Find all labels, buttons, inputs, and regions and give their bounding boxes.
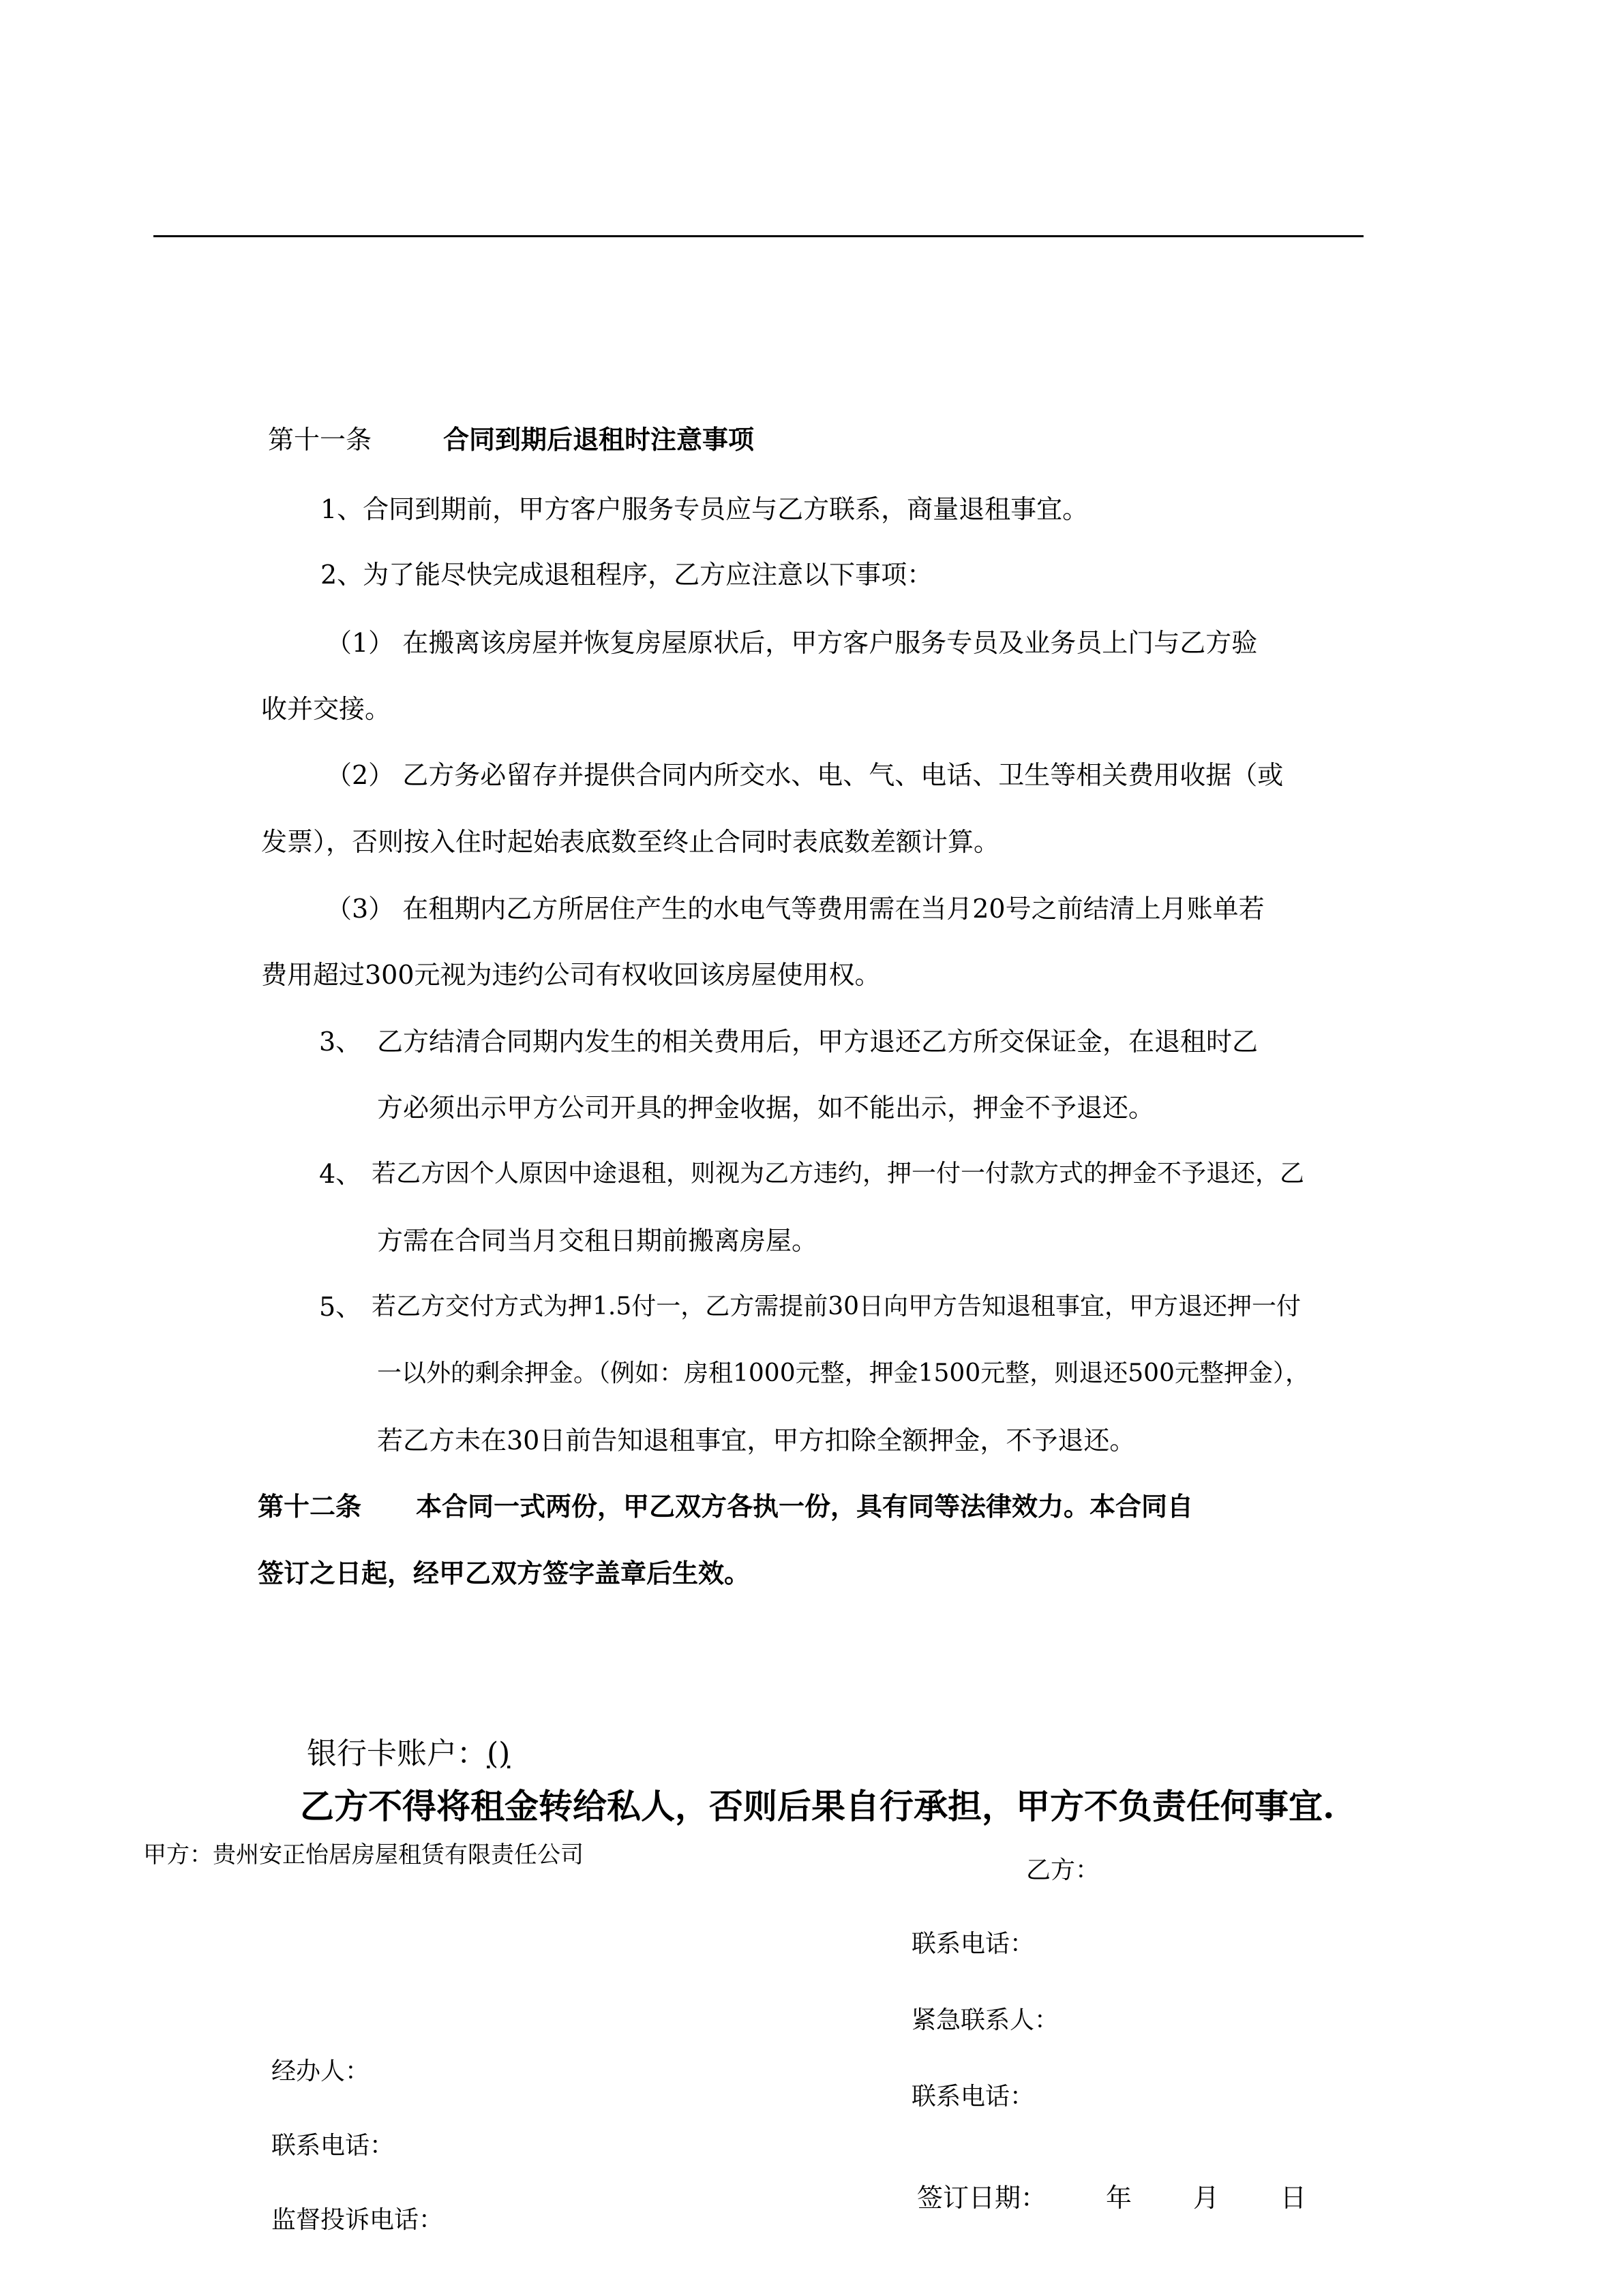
item-5-line-3: 若乙方未在30日前告知退租事宜，甲方扣除全额押金，不予退还。 xyxy=(377,1425,1136,1455)
article12-line-2: 签订之日起，经甲乙双方签字盖章后生效。 xyxy=(258,1558,751,1588)
party-a-handler: 经办人： xyxy=(271,2057,370,2085)
party-b-phone: 联系电话： xyxy=(912,1930,1035,1958)
sub-item-2-line-1: （2） 乙方务必留存并提供合同内所交水、电、气、电话、卫生等相关费用收据（或 xyxy=(326,760,1284,790)
item-5-number: 5、 xyxy=(319,1292,362,1322)
sub-item-1-line-2: 收并交接。 xyxy=(261,694,391,724)
sign-date-day: 日 xyxy=(1280,2183,1307,2213)
payment-warning: 乙方不得将租金转给私人，否则后果自行承担，甲方不负责任何事宜. xyxy=(300,1786,1335,1826)
article12-number: 第十二条 xyxy=(258,1491,362,1522)
article11-title: 合同到期后退租时注意事项 xyxy=(443,424,755,455)
item-4-line-2: 方需在合同当月交租日期前搬离房屋。 xyxy=(377,1226,818,1256)
sub-item-3-line-1: （3） 在租期内乙方所居住产生的水电气等费用需在当月20号之前结清上月账单若 xyxy=(326,894,1265,924)
sign-date-label: 签订日期： xyxy=(917,2183,1047,2213)
party-b-emergency-contact: 紧急联系人： xyxy=(912,2006,1059,2034)
item-5-line-2: 一以外的剩余押金。（例如：房租1000元整，押金1500元整，则退还500元整押金）， xyxy=(377,1359,1310,1387)
item-4-line-1: 若乙方因个人原因中途退租，则视为乙方违约，押一付一付款方式的押金不予退还，乙 xyxy=(372,1160,1305,1188)
bank-account xyxy=(307,1735,510,1773)
sign-date-year: 年 xyxy=(1106,2183,1132,2213)
sub-item-3-line-2: 费用超过300元视为违约公司有权收回该房屋使用权。 xyxy=(261,960,881,990)
party-a-phone: 联系电话： xyxy=(271,2132,395,2160)
article11-paragraph-2: 2、为了能尽快完成退租程序，乙方应注意以下事项： xyxy=(320,560,933,590)
article12-line-1: 本合同一式两份，甲乙双方各执一份，具有同等法律效力。本合同自 xyxy=(416,1491,1194,1522)
article11-paragraph-1: 1、合同到期前，甲方客户服务专员应与乙方联系，商量退租事宜。 xyxy=(320,494,1089,524)
item-4-number: 4、 xyxy=(319,1159,362,1189)
sign-date-month: 月 xyxy=(1193,2183,1220,2213)
item-3-line-2: 方必须出示甲方公司开具的押金收据，如不能出示，押金不予退还。 xyxy=(377,1093,1155,1123)
item-3-number: 3、 xyxy=(319,1027,362,1057)
party-a-complaint-phone: 监督投诉电话： xyxy=(271,2206,444,2234)
bank-account-value: () xyxy=(487,1736,511,1771)
item-5-line-1: 若乙方交付方式为押1.5付一，乙方需提前30日向甲方告知退租事宜，甲方退还押一付 xyxy=(372,1293,1302,1320)
article11-number: 第十一条 xyxy=(268,425,372,455)
header-rule xyxy=(153,235,1364,237)
sub-item-2-line-2: 发票），否则按入住时起始表底数至终止合同时表底数差额计算。 xyxy=(261,827,1000,857)
party-b-label: 乙方： xyxy=(1026,1856,1100,1884)
item-3-line-1: 乙方结清合同期内发生的相关费用后，甲方退还乙方所交保证金，在退租时乙 xyxy=(377,1027,1259,1057)
party-a-label: 甲方：贵州安正怡居房屋租赁有限责任公司 xyxy=(143,1841,584,1869)
sub-item-1-line-1: （1） 在搬离该房屋并恢复房屋原状后，甲方客户服务专员及业务员上门与乙方验 xyxy=(326,628,1258,658)
party-b-phone-2: 联系电话： xyxy=(912,2083,1035,2111)
bank-account-label: 银行卡账户： xyxy=(307,1736,487,1771)
